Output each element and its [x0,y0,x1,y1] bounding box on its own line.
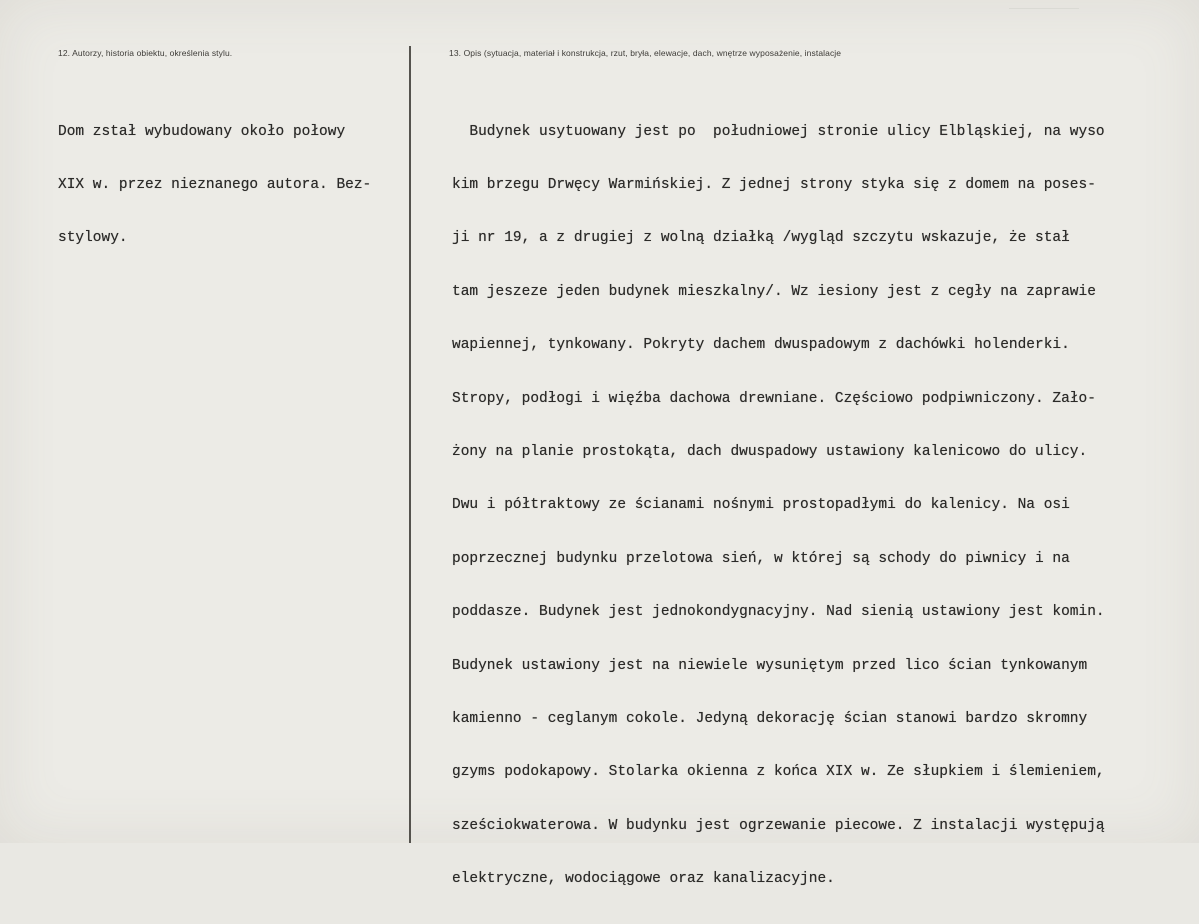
text-line: gzyms podokapowy. Stolarka okienna z końca XIX w. Ze słupkiem i ślemieniem, [452,764,1105,781]
column-divider [409,46,411,843]
text-line: Budynek usytuowany jest po południowej stronie ulicy Elbląskiej, na wyso [452,123,1105,140]
text-line: Stropy, podłogi i więźba dachowa drewniane. Częściowo podpiwniczony. Zało- [452,390,1096,407]
text-line: żony na planie prostokąta, dach dwuspadowy ustawiony kalenicowo do ulicy. [452,443,1088,460]
text-line: stylowy. [58,230,128,247]
text-line: kamienno - ceglanym cokole. Jedyną dekorację ścian stanowi bardzo skromny [452,710,1088,727]
text-line: wapiennej, tynkowany. Pokryty dachem dwuspadowym z dachówki holenderki. [452,337,1070,354]
text-line: tam jeszeze jeden budynek mieszkalny/. Wz iesiony jest z cegły na zaprawie [452,283,1096,300]
section-12-header: 12. Autorzy, historia obiektu, określenia stylu. [58,48,233,58]
text-line: poddasze. Budynek jest jednokondygnacyjny. Nad sienią ustawiony jest komin. [452,604,1105,621]
text-line: kim brzegu Drwęcy Warmińskiej. Z jednej strony styka się z domem na poses- [452,176,1096,193]
faded-mark [1009,8,1079,27]
section-13-header: 13. Opis (sytuacja, materiał i konstrukcja, rzut, bryła, elewacje, dach, wnętrze wyposażenie, instalacje [449,48,842,58]
text-line: Dom zstał wybudowany około połowy [58,123,346,140]
section-12-text [58,88,371,284]
text-line: Budynek ustawiony jest na niewiele wysuniętym przed lico ścian tynkowanym [452,657,1088,674]
text-line: elektryczne, wodociągowe oraz kanalizacyjne. [452,871,835,888]
text-line: sześciokwaterowa. W budynku jest ogrzewanie piecowe. Z instalacji występują [452,817,1105,834]
section-13-text [452,88,1105,924]
text-line: XIX w. przez nieznanego autora. Bez- [58,176,372,193]
text-line: Dwu i półtraktowy ze ścianami nośnymi prostopadłymi do kalenicy. Na osi [452,497,1070,514]
text-line: poprzecznej budynku przelotowa sień, w której są schody do piwnicy i na [452,550,1070,567]
text-line: ji nr 19, a z drugiej z wolną działką /wygląd szczytu wskazuje, że stał [452,230,1070,247]
